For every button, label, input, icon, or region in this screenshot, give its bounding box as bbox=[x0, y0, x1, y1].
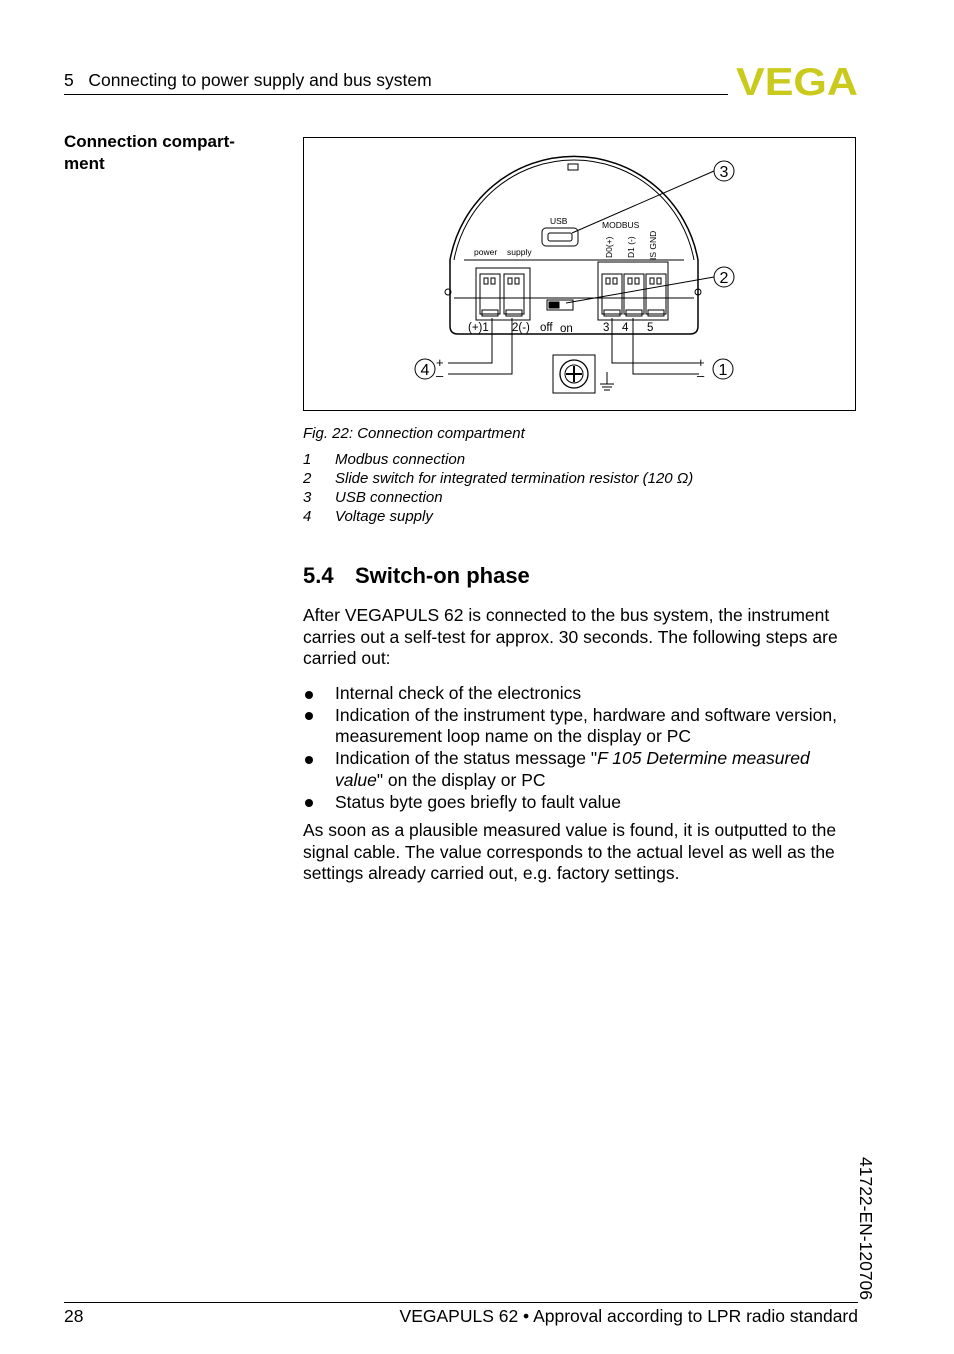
terminal-1-screw-b bbox=[491, 278, 495, 284]
callout-2-line bbox=[566, 277, 714, 303]
connection-diagram bbox=[304, 138, 857, 412]
side-label bbox=[64, 131, 264, 175]
terminal-5-label: 5 bbox=[647, 322, 654, 334]
terminal-3-screw-b bbox=[613, 278, 617, 284]
d0-label: D0(+) bbox=[604, 236, 614, 258]
terminal-5-foot bbox=[648, 310, 664, 316]
list-item-text: Status byte goes briefly to fault value bbox=[335, 791, 621, 812]
legend-num: 1 bbox=[303, 451, 312, 468]
usb-label: USB bbox=[550, 216, 568, 226]
bullet-icon bbox=[305, 756, 313, 764]
housing-outline bbox=[450, 156, 698, 286]
list-item bbox=[303, 705, 859, 748]
legend-num: 2 bbox=[303, 470, 312, 487]
terminal-2-screw-b bbox=[515, 278, 519, 284]
callout-4 bbox=[415, 359, 435, 379]
terminal-4-label: 4 bbox=[622, 322, 629, 334]
terminal-1-screw-a bbox=[484, 278, 488, 284]
document-id-text: 41722-EN-120706 bbox=[856, 1157, 876, 1301]
terminal-4-body bbox=[624, 274, 644, 314]
connection-compartment-figure bbox=[303, 137, 856, 411]
usb-socket-inner bbox=[548, 233, 572, 241]
side-label-line1: Connection compart- bbox=[64, 132, 235, 151]
supply-label: supply bbox=[507, 247, 532, 257]
callout-2-num: 2 bbox=[719, 270, 729, 287]
callout-3 bbox=[714, 161, 734, 181]
terminal-1-foot bbox=[482, 310, 498, 316]
terminal-2-body bbox=[504, 274, 524, 314]
bullet-icon bbox=[305, 712, 313, 720]
logo-text: VEGA bbox=[736, 64, 858, 100]
legend-text: USB connection bbox=[335, 489, 443, 506]
intro-paragraph: After VEGAPULS 62 is connected to the bus system, the instrument carries out a self-test for approx. 30 seconds. The following steps are carried out: bbox=[303, 605, 838, 669]
page-number: 28 bbox=[64, 1306, 84, 1326]
legend-text: Modbus connection bbox=[335, 451, 466, 468]
steps-list bbox=[303, 683, 859, 813]
terminal-1-label: (+)1 bbox=[468, 322, 489, 334]
list-item bbox=[303, 748, 859, 791]
callout-3-num: 3 bbox=[719, 164, 729, 181]
running-header: 5 Connecting to power supply and bus system bbox=[64, 70, 432, 90]
terminal-4-screw-b bbox=[635, 278, 639, 284]
figure-caption: Fig. 22: Connection compartment bbox=[303, 425, 525, 442]
list-item bbox=[303, 683, 859, 705]
status-message: F 105 Determine measured value bbox=[335, 748, 810, 790]
header-rule bbox=[64, 94, 728, 95]
modbus-plus-sign: + bbox=[697, 355, 705, 370]
terminal-3-foot bbox=[604, 310, 620, 316]
voltage-plus-sign: + bbox=[436, 355, 444, 370]
closing-paragraph: As soon as a plausible measured value is found, it is outputted to the signal cable. The value corresponds to the actual level as well as the settings already carried out, e.g. factory settings. bbox=[303, 820, 837, 884]
modbus-label: MODBUS bbox=[602, 220, 640, 230]
terminal-5-screw-b bbox=[657, 278, 661, 284]
footer-rule bbox=[64, 1302, 858, 1303]
ground-symbol-icon bbox=[600, 372, 614, 390]
callout-3-line bbox=[572, 171, 714, 233]
bullet-icon bbox=[305, 691, 313, 699]
terminal-3-screw-a bbox=[606, 278, 610, 284]
figure-legend bbox=[303, 450, 693, 526]
terminal-4-foot bbox=[626, 310, 642, 316]
top-notch bbox=[568, 164, 578, 170]
section-heading bbox=[303, 563, 530, 589]
housing-inner-arc bbox=[454, 160, 694, 260]
legend-item bbox=[303, 507, 693, 526]
list-item-text-post: " on the display or PC bbox=[376, 769, 546, 790]
callout-1-minus-line bbox=[633, 318, 699, 374]
isgnd-label: IS GND bbox=[648, 230, 658, 260]
legend-num: 4 bbox=[303, 508, 312, 525]
power-label: power bbox=[474, 247, 498, 257]
switch-on-label: on bbox=[560, 323, 573, 335]
terminal-5-body bbox=[646, 274, 666, 314]
side-label-line2: ment bbox=[64, 154, 105, 173]
callout-1-num: 1 bbox=[718, 362, 728, 379]
list-item bbox=[303, 792, 859, 814]
terminal-3-label: 3 bbox=[603, 322, 610, 334]
terminal-2-foot bbox=[506, 310, 522, 316]
section-number: 5.4 bbox=[303, 563, 334, 588]
legend-text: Slide switch for integrated termination resistor (120 Ω) bbox=[335, 470, 694, 487]
terminal-1-body bbox=[480, 274, 500, 314]
terminal-5-screw-a bbox=[650, 278, 654, 284]
voltage-minus-sign: – bbox=[436, 368, 444, 383]
legend-num: 3 bbox=[303, 489, 312, 506]
terminal-2-label: 2(-) bbox=[512, 322, 530, 334]
callout-1 bbox=[713, 359, 733, 379]
d1-label: D1 (-) bbox=[626, 236, 636, 258]
legend-item bbox=[303, 450, 693, 469]
bullet-icon bbox=[305, 799, 313, 807]
usb-socket-icon bbox=[542, 228, 578, 246]
terminal-2-screw-a bbox=[508, 278, 512, 284]
slide-switch-knob bbox=[549, 302, 559, 308]
switch-off-label: off bbox=[540, 322, 553, 334]
callout-4-num: 4 bbox=[420, 362, 430, 379]
terminal-4-screw-a bbox=[628, 278, 632, 284]
list-item-text: Indication of the instrument type, hardware and software version, measurement loop name on the display or PC bbox=[335, 704, 837, 747]
vega-logo bbox=[735, 64, 859, 100]
legend-item bbox=[303, 469, 693, 488]
legend-item bbox=[303, 488, 693, 507]
footer-title: VEGAPULS 62 • Approval according to LPR radio standard bbox=[399, 1306, 858, 1326]
list-item-text-pre: Indication of the status message " bbox=[335, 748, 598, 769]
callout-2 bbox=[714, 267, 734, 287]
modbus-minus-sign: – bbox=[697, 368, 705, 383]
section-title: Switch-on phase bbox=[355, 563, 530, 588]
list-item-text: Internal check of the electronics bbox=[335, 683, 582, 703]
legend-text: Voltage supply bbox=[335, 508, 433, 525]
